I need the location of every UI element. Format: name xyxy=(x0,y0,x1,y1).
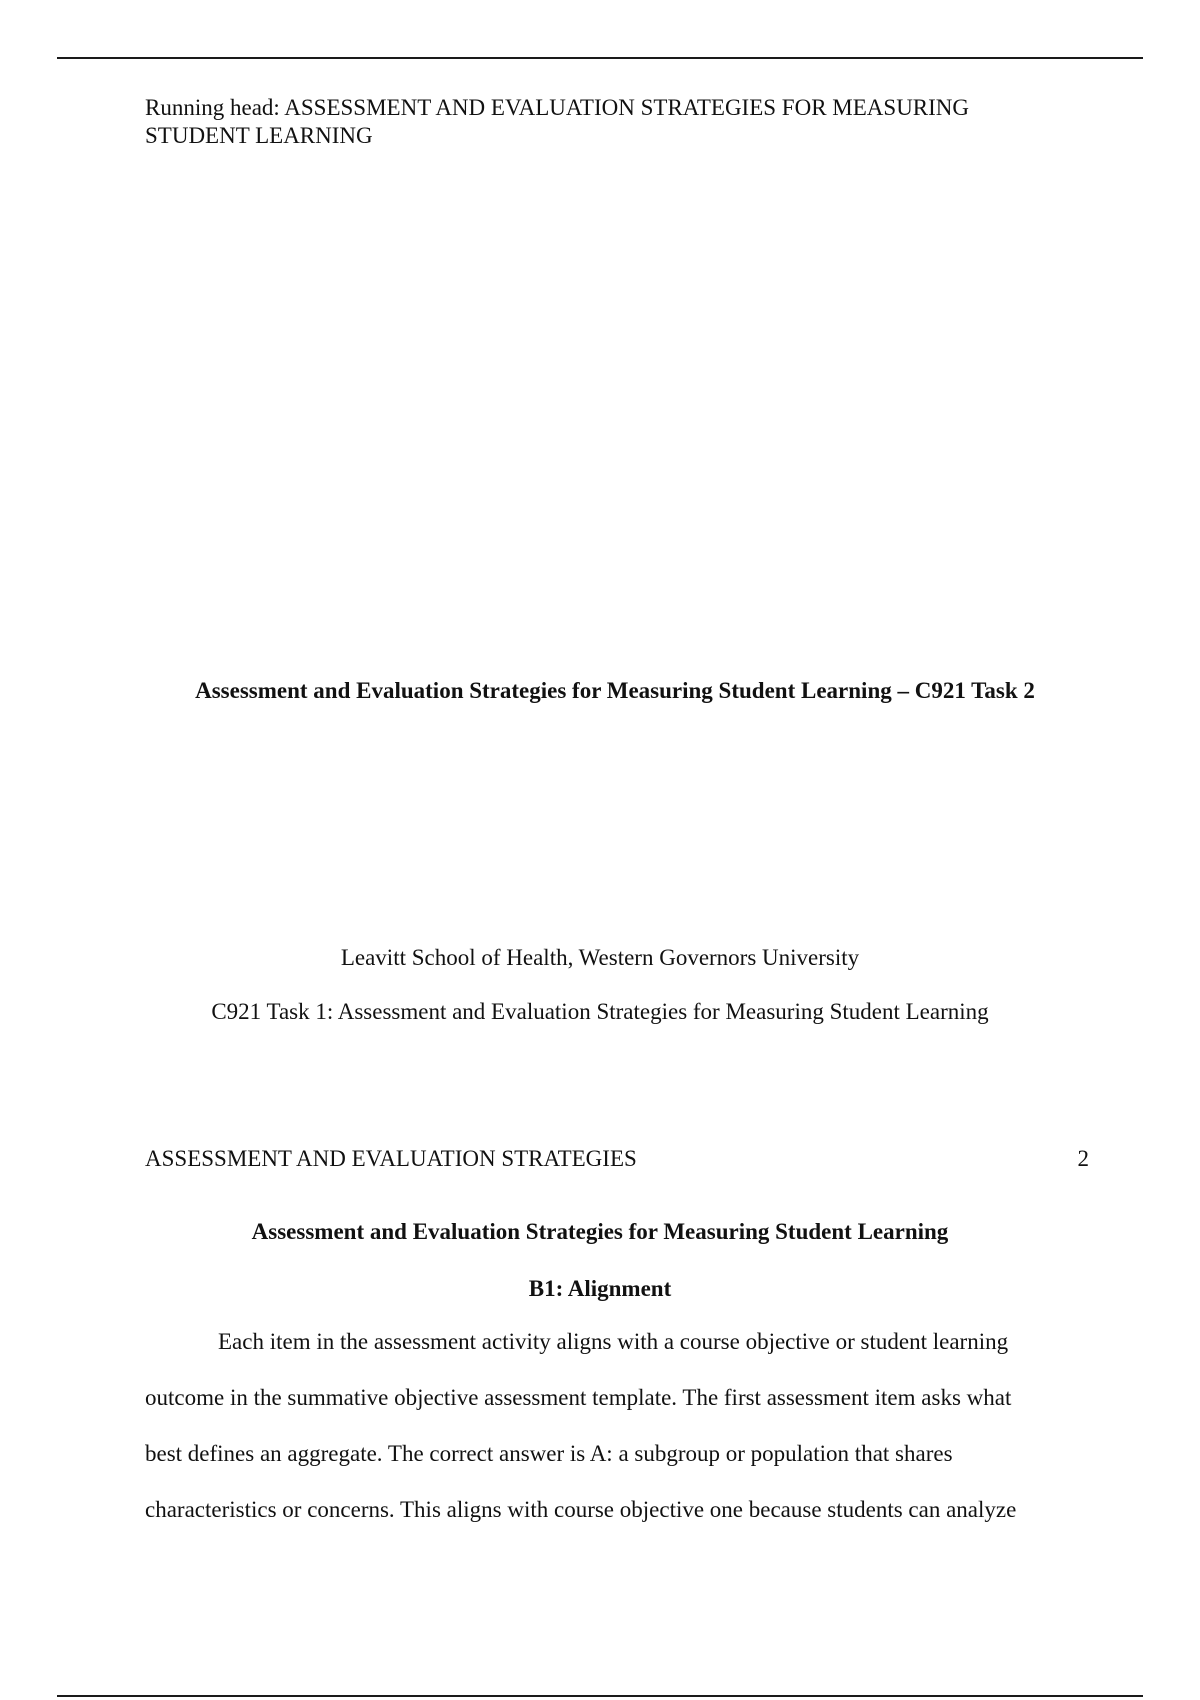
running-head: Running head: ASSESSMENT AND EVALUATION STRATEGIES FOR MEASURING STUDENT LEARNING xyxy=(145,95,970,148)
paragraph-line: outcome in the summative objective assessment template. The first assessment item asks what xyxy=(145,1385,1012,1410)
course-task-line: C921 Task 1: Assessment and Evaluation Strategies for Measuring Student Learning xyxy=(211,999,989,1024)
page-top-rule xyxy=(57,57,1143,59)
body-title-heading: Assessment and Evaluation Strategies for Measuring Student Learning xyxy=(251,1219,949,1244)
paragraph-line: Each item in the assessment activity aligns with a course objective or student learning xyxy=(218,1329,1009,1354)
section-heading-b1: B1: Alignment xyxy=(528,1276,672,1301)
paragraph-line: best defines an aggregate. The correct answer is A: a subgroup or population that shares xyxy=(145,1441,953,1466)
page-header: ASSESSMENT AND EVALUATION STRATEGIES xyxy=(145,1146,637,1171)
document-title: Assessment and Evaluation Strategies for Measuring Student Learning – C921 Task 2 xyxy=(195,678,1035,703)
author-affiliation: Leavitt School of Health, Western Governors University xyxy=(340,945,860,970)
page-bottom-rule xyxy=(57,1695,1143,1697)
page-number: 2 xyxy=(1077,1146,1089,1171)
paragraph-line: characteristics or concerns. This aligns with course objective one because students can analyze xyxy=(145,1497,1017,1522)
body-paragraph xyxy=(145,1328,1065,1552)
